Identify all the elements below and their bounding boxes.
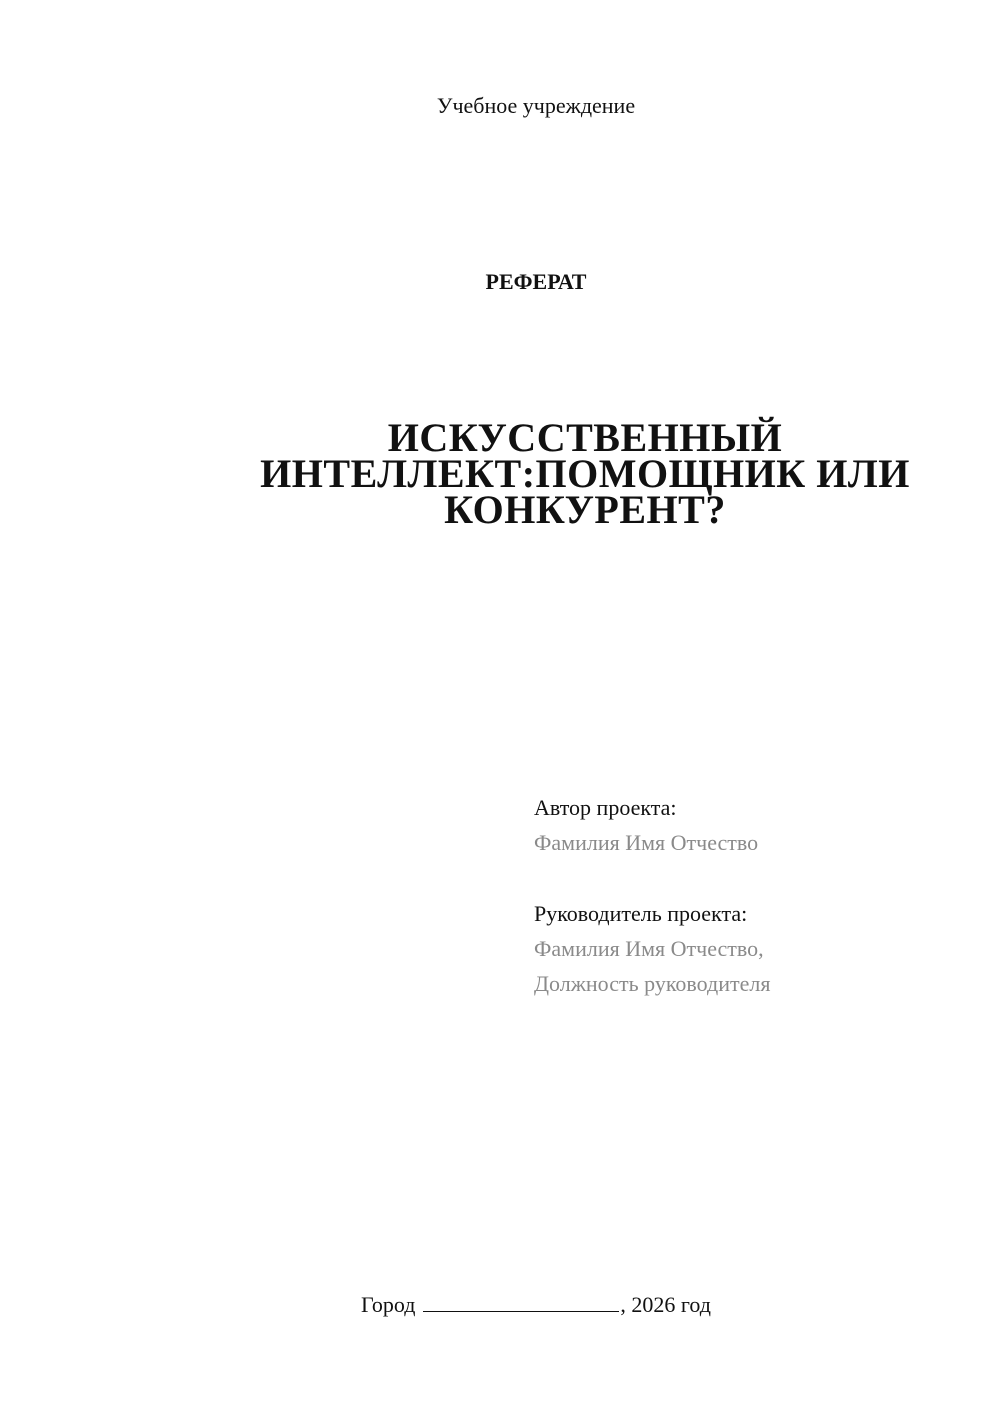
city-label: Город xyxy=(361,1292,416,1317)
document-title xyxy=(200,415,970,532)
supervisor-position: Должность руководителя xyxy=(534,971,771,996)
supervisor-label: Руководитель проекта: xyxy=(534,901,748,926)
document-type: РЕФЕРАТ xyxy=(485,269,587,294)
project-info xyxy=(534,790,954,1001)
city-blank-line xyxy=(423,1291,619,1312)
supervisor-name: Фамилия Имя Отчество, xyxy=(534,936,764,961)
title-line: ИНТЕЛЛЕКТ:ПОМОЩНИК ИЛИ xyxy=(260,451,910,496)
author-name: Фамилия Имя Отчество xyxy=(534,830,759,855)
title-line: КОНКУРЕНТ? xyxy=(444,487,726,532)
year-text: , 2026 год xyxy=(620,1292,711,1317)
institution-name: Учебное учреждение xyxy=(436,93,636,118)
city-year-line xyxy=(0,1291,1000,1319)
title-line: ИСКУССТВЕННЫЙ xyxy=(387,415,783,460)
author-label: Автор проекта: xyxy=(534,795,677,820)
